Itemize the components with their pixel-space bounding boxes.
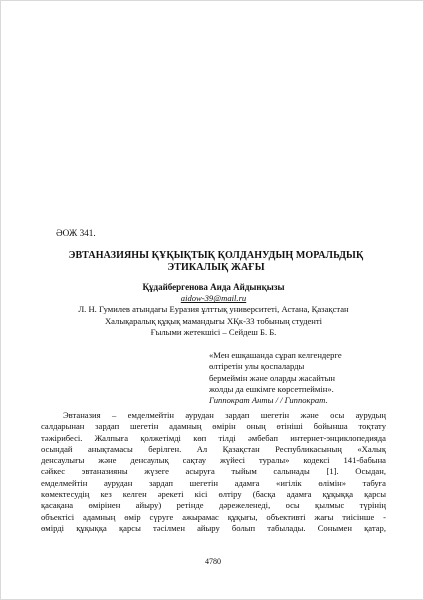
page-number: 4780 [205,557,221,566]
body-line: қасақана өмірінен айыру) ретінде дәрежеленеді, осы қылмыс түрінің [41,500,386,511]
author-email-link[interactable]: aidow-39@mail.ru [180,293,247,304]
title-line-2: ЭТИКАЛЫҚ ЖАҒЫ [167,262,265,273]
body-line: денсаулығы және денсаулық сақтау жүйесі туралы» кодексі 141-бабына [41,455,386,466]
body-line: сәйкес эвтаназияны жүзеге асыруға тыйым салынады [1]. Осыдан, [41,466,386,477]
epigraph [209,350,389,406]
body-text [41,410,386,534]
body-line: өмірді құқыққа қарсы тәсілмен айыру болып табылады. Сонымен қатар, [41,522,386,533]
body-line: осындай анықтамасы берілген. Ал Қазақстан Республикасының «Халық [41,443,386,454]
epigraph-source: Гиппократ Анты / / Гиппократ. [209,395,328,406]
body-line: тәжірибесі. Жалпыға қолжетімді көп тілді әмбебап интернет-энциклопедияда [41,432,386,443]
title-line-1: ЭВТАНАЗИЯНЫ ҚҰҚЫҚТЫҚ ҚОЛДАНУДЫҢ МОРАЛЬДЫҚ [68,250,364,261]
epigraph-line: өлтіретін улы қоспаларды [209,361,305,372]
author-supervisor: Ғылыми жетекшісі – Сейдеш Б. Б. [150,326,277,337]
body-line: Эвтаназия – емделмейтін аурудан зардап шегетін және осы аурудың [63,410,386,420]
body-line: көмектесудің кез келген әрекеті кісі өлтіру (басқа адамға құқыққа қарсы [41,489,386,500]
body-line: салдарынан зардап шегетін адамның өмірін оның өтініші бойынша тоқтату [41,421,386,432]
author-block [41,282,386,338]
author-name: Құдайбергенова Аида Айдынқызы [142,282,285,292]
author-affiliation: Л. Н. Гумилев атындағы Еуразия ұлттық университеті, Астана, Қазақстан [78,304,349,315]
body-line: объектісі адамның өмір сүруге ажырамас құқығы, объективті жағы тиісінше - [41,511,386,522]
body-line: емделмейтін аурудан зардап шегетін адамға «игілік өлімін» табуға [41,477,386,488]
epigraph-line: жолды да ешкімге көрсетпеймін». [209,383,334,394]
epigraph-line: бермеймін және оларды жасайтын [209,372,335,383]
article-title [61,250,371,274]
author-program: Халықаралық құқық мамандығы ХҚк-33 тобының студенті [104,315,323,326]
epigraph-line: «Мен ешқашанда сұрап келгендерге [209,350,342,360]
udc-code: ӘОЖ 341. [56,228,96,238]
